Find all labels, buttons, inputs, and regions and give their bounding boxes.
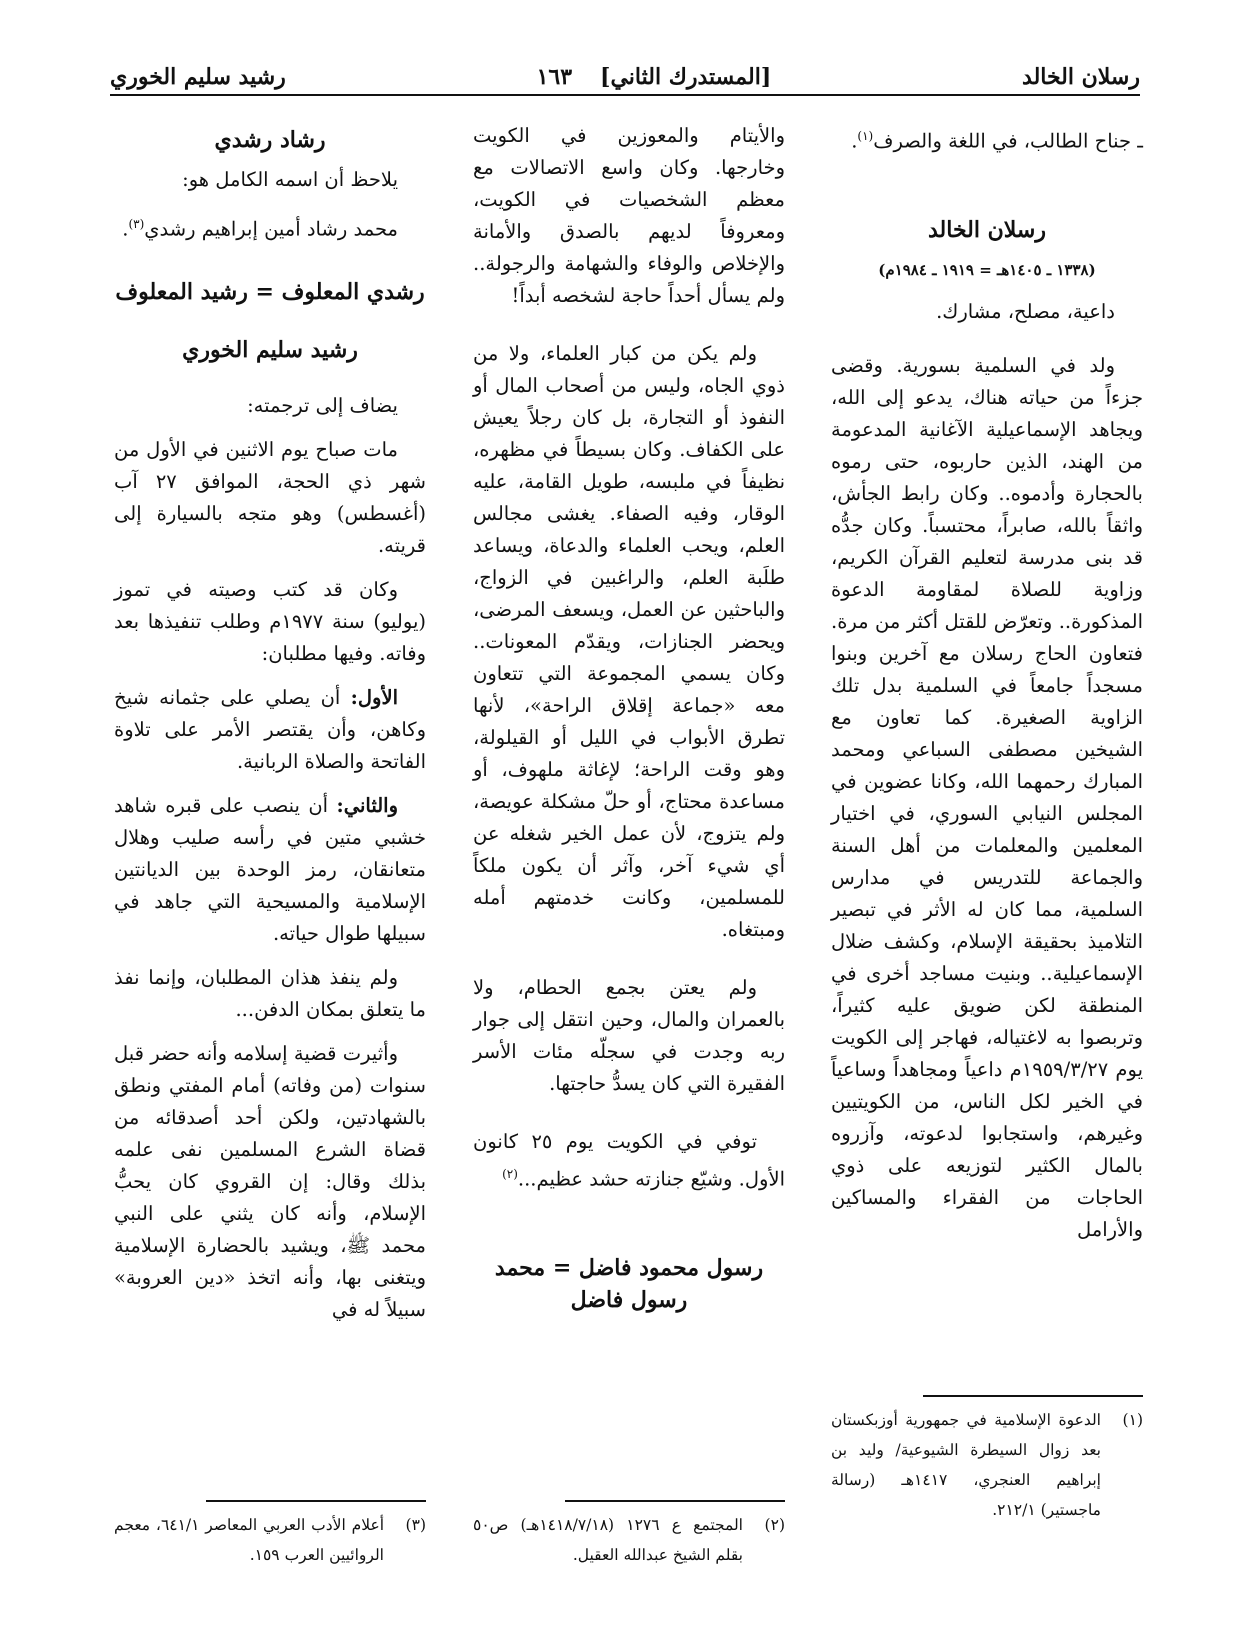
entry-title-rashad: رشاد رشدي [214, 127, 326, 153]
second-request: والثاني: أن ينصب على قبره شاهد خشبي متين في رأسه صليب وهلال متعانقان، رمز الوحدة بين الديانتين الإسلامية والمسيحية التي جاهد في سبيلها طوال حياته. [114, 793, 426, 945]
footnote-2: (٢) المجتمع ع ١٢٧٦ (١٤١٨/٧/١٨هـ) ص٥٠ بقلم الشيخ عبدالله العقيل. [473, 1516, 785, 1564]
left-paragraph-1: مات صباح يوم الاثنين في الأول من شهر ذي الحجة، الموافق ٢٧ آب (أغسطس) وهو متجه بالسيارة إلى قريته. [114, 437, 426, 557]
fullname: محمد رشاد أمين إبراهيم رشدي$^{(٣)}$. [122, 217, 398, 241]
left-paragraph-3: ولم ينفذ هذان المطلبان، وإنما نفذ ما يتعلق بمكان الدفن... [114, 965, 426, 1021]
page-number: ١٦٣ [536, 64, 573, 90]
crossref-heading-rasul: رسول محمود فاضل = محمد رسول فاضل [494, 1254, 764, 1313]
left-paragraph-4: وأثيرت قضية إسلامه وأنه حضر قبل سنوات (من وفاته) أمام المفتي ونطق بالشهادتين، ولكن أحد أصدقائه من قضاة الشرع المسلمين نفى علمه بذلك وقال: إن القروي كان يحبُّ الإسلام، وأنه كان يثني على النبي محمد ﷺ، ويشيد بالحضارة الإسلامية ويتغنى بها، وأنه اتخذ «دين العروبة» سبيلاً له في [114, 1041, 426, 1321]
footnote-1: (١) الدعوة الإسلامية في جمهورية أوزبكستان بعد زوال السيطرة الشيوعية/ وليد بن إبراهيم العنجري، ١٤١٧هـ (رسالة ماجستير) ٢١٢/١. [831, 1411, 1143, 1519]
middle-column [473, 120, 785, 1324]
entry-subtitle: داعية، مصلح، مشارك. [936, 299, 1115, 323]
running-header [110, 60, 1140, 96]
footnote-divider [565, 1500, 785, 1502]
entry-title-khoury: رشيد سليم الخوري [182, 336, 358, 363]
entry-dates: (١٣٣٨ ـ ١٤٠٥هـ = ١٩١٩ ـ ١٩٨٤م) [878, 260, 1096, 279]
footnotes-left [114, 1500, 426, 1570]
middle-paragraph-2: ولم يكن من كبار العلماء، ولا من ذوي الجاه، وليس من أصحاب المال أو النفوذ أو التجارة، بل كان رجلاً يعيش على الكفاف. وكان بسيطاً في مظهره، نظيفاً في ملبسه، طويل القامة، عليه الوقار، وفيه الصفاء. يغشى مجالس العلم، ويحب العلماء والدعاة، ويساعد طلَبة العلم، والراغبين في الزواج، والباحثين عن العمل، ويسعف المرضى، ويحضر الجنازات، ويقدّم المعونات.. وكان يسمي المجموعة التي تتعاون معه «جماعة إقلاق الراحة»، لأنها تطرق الأبواب في الليل أو القيلولة، وهو وقت الراحة؛ لإغاثة ملهوف، أو مساعدة محتاج، أو حلّ مشكلة عويصة، ولم يتزوج، لأن عمل الخير شغله عن أي شيء آخر، وآثر أن يكون ملكاً للمسلمين، وكانت خدمتهم أمله ومبتغاه. [473, 342, 785, 941]
first-request: الأول: أن يصلي على جثمانه شيخ وكاهن، وأن يقتصر الأمر على تلاوة الفاتحة والصلاة الربانية. [114, 685, 426, 773]
middle-paragraph-4: توفي في الكويت يوم ٢٥ كانون الأول. وشيّع جنازته حشد عظيم...$^{(٢)}$ [473, 1130, 785, 1191]
left-paragraph-2: وكان قد كتب وصيته في تموز (يوليو) سنة ١٩٧٧م وطلب تنفيذها بعد وفاته. وفيها مطلبان: [114, 577, 426, 665]
addition-note: يضاف إلى ترجمته: [247, 393, 398, 417]
footnote-divider [923, 1395, 1143, 1397]
fullname-note: يلاحظ أن اسمه الكامل هو: [182, 168, 398, 191]
left-column [114, 120, 426, 1338]
entry-body: ولد في السلمية بسورية. وقضى جزءاً من حياته هناك، يدعو إلى الله، ويجاهد الإسماعيلية الآغانية المدعومة من الهند، الذين حاربوه، حتى رموه بالحجارة وأدموه.. وكان رابط الجأش، واثقاً بالله، صابراً، محتسباً. وكان جدُّه قد بنى مدرسة لتعليم القرآن الكريم، وزاوية للصلاة لمقاومة الدعوة المذكورة.. وتعرّض للقتل أكثر من مرة. فتعاون الحاج رسلان مع آخرين وبنوا مسجداً جامعاً في السلمية بدل تلك الزاوية الصغيرة. كما تعاون مع الشيخين مصطفى السباعي ومحمد المبارك رحمهما الله، وكانا عضوين في المجلس النيابي السوري، في اختيار المعلمين والمعلمات من أهل السنة والجماعة للتدريس في مدارس السلمية، مما كان له الأثر في تبصير التلاميذ بحقيقة الإسلام، وكشف ضلال الإسماعيلية.. وبنيت مساجد أخرى في المنطقة لكن ضويق عليه كثيراً، وتربصوا به لاغتياله، فهاجر إلى الكويت يوم ١٩٥٩/٣/٢٧م داعياً ومجاهداً وساعياً في الخير لكل الناس، من الكويتيين وغيرهم، واستجابوا لدعوته، وآزروه بالمال الكثير لتوزيعه على ذوي الحاجات من الفقراء والمساكين والأرامل [831, 353, 1143, 1241]
header-right-title: رسلان الخالد [1022, 64, 1140, 90]
footnote-3: (٣) أعلام الأدب العربي المعاصر ٦٤١/١، معجم الروائيين العرب ١٥٩. [114, 1516, 426, 1564]
header-left-title: رشيد سليم الخوري [110, 64, 286, 90]
intro-text: ـ جناح الطالب، في اللغة والصرف$^{(١)}$. [851, 129, 1143, 153]
middle-paragraph-3: ولم يعتن بجمع الحطام، ولا بالعمران والمال، وحين انتقل إلى جوار ربه وجدت في سجلّه مئات الأسر الفقيرة التي كان يسدُّ حاجتها. [473, 976, 785, 1095]
footnotes-right [831, 1395, 1143, 1525]
header-center [537, 64, 772, 90]
footnotes-middle [473, 1500, 785, 1570]
footnote-divider [206, 1500, 426, 1502]
crossref-maalouf: رشدي المعلوف = رشيد المعلوف [115, 278, 425, 305]
header-volume-title: [المستدرك الثاني] [600, 64, 772, 90]
right-column [831, 120, 1143, 1258]
entry-title-raslan: رسلان الخالد [928, 216, 1046, 243]
middle-paragraph-1: والأيتام والمعوزين في الكويت وخارجها. وكان واسع الاتصالات مع معظم الشخصيات في الكويت، ومعروفاً لديهم بالصدق والأمانة والإخلاص والوفاء والشهامة والرجولة.. ولم يسأل أحداً حاجة لشخصه أبداً! [473, 124, 785, 307]
